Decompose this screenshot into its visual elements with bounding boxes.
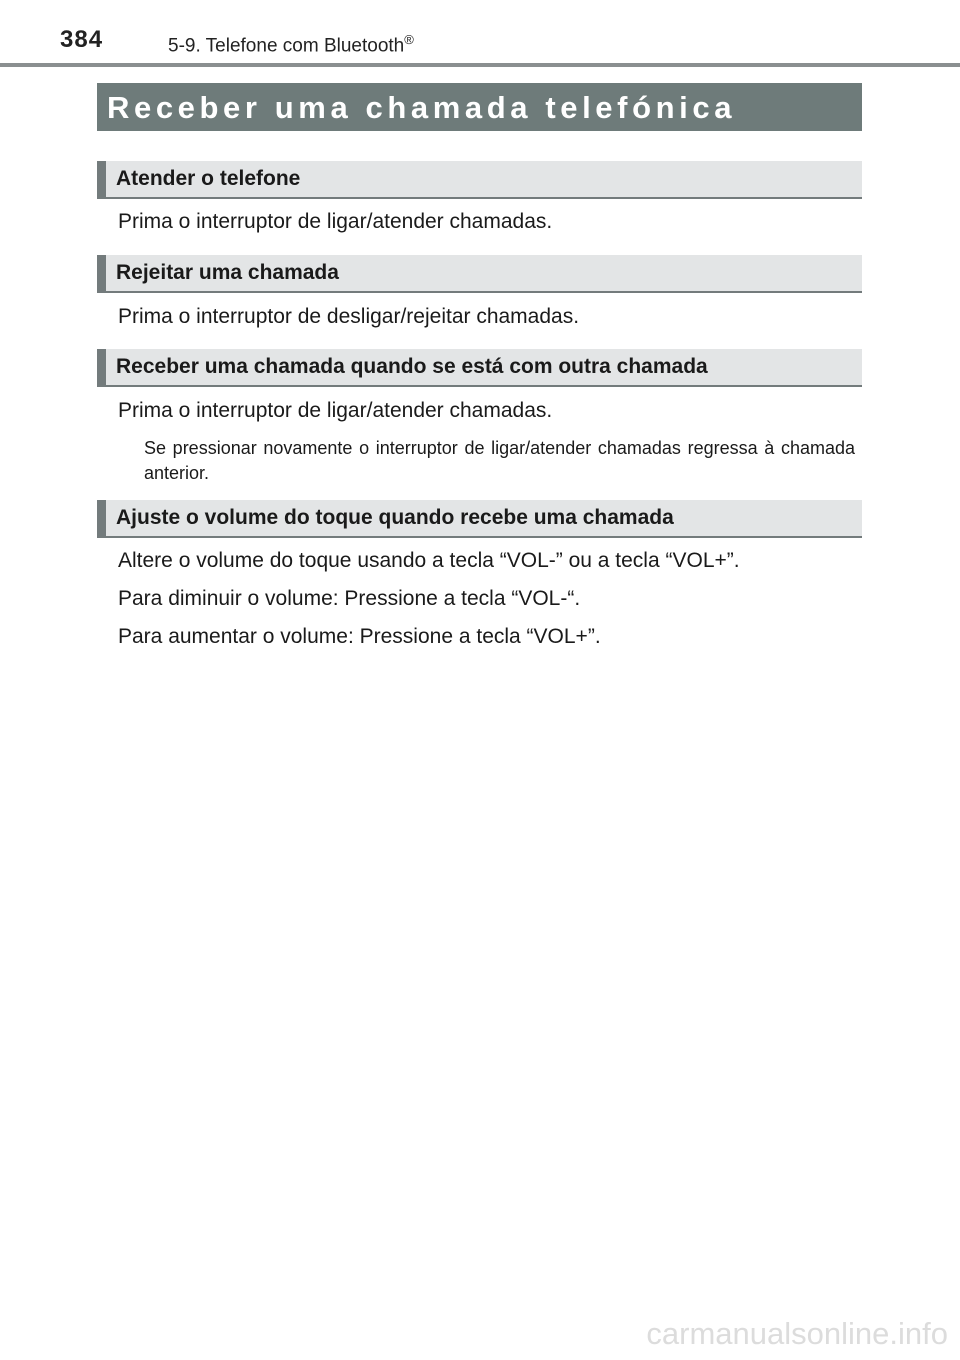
section-paragraph: Prima o interruptor de ligar/atender chamadas.	[118, 399, 553, 422]
page-header	[0, 0, 960, 68]
section-paragraph: Prima o interruptor de desligar/rejeitar chamadas.	[118, 305, 580, 328]
section-reference-text: 5-9. Telefone com Bluetooth	[168, 35, 405, 57]
section-paragraph: Altere o volume do toque usando a tecla “VOL-” ou a tecla “VOL+”.	[118, 549, 740, 572]
header-divider	[0, 63, 960, 67]
heading-accent-bar	[97, 500, 106, 538]
registered-mark: ®	[404, 32, 414, 47]
section-paragraph: Para diminuir o volume: Pressione a tecla “VOL-“.	[118, 587, 581, 610]
section-heading-label: Atender o telefone	[116, 167, 301, 190]
section-paragraph: Para aumentar o volume: Pressione a tecla “VOL+”.	[118, 625, 601, 648]
heading-accent-bar	[97, 255, 106, 293]
section-paragraph: Prima o interruptor de ligar/atender chamadas.	[118, 210, 553, 233]
heading-accent-bar	[97, 161, 106, 199]
heading-accent-bar	[97, 349, 106, 387]
section-heading-label: Ajuste o volume do toque quando recebe uma chamada	[116, 506, 674, 529]
page-title: Receber uma chamada telefónica	[107, 90, 737, 125]
section-heading-reject	[97, 255, 862, 293]
section-heading-answer	[97, 161, 862, 199]
section-heading-label: Rejeitar uma chamada	[116, 261, 339, 284]
watermark-text: carmanualsonline.info	[646, 1316, 948, 1351]
section-reference	[168, 32, 414, 57]
section-heading-label: Receber uma chamada quando se está com outra chamada	[116, 355, 708, 378]
section-note: Se pressionar novamente o interruptor de ligar/atender chamadas regressa à chamada anterior.	[144, 438, 855, 483]
section-heading-call-waiting	[97, 349, 862, 387]
page-title-banner	[97, 83, 862, 131]
page-number: 384	[60, 26, 104, 53]
section-heading-ring-volume	[97, 500, 862, 538]
